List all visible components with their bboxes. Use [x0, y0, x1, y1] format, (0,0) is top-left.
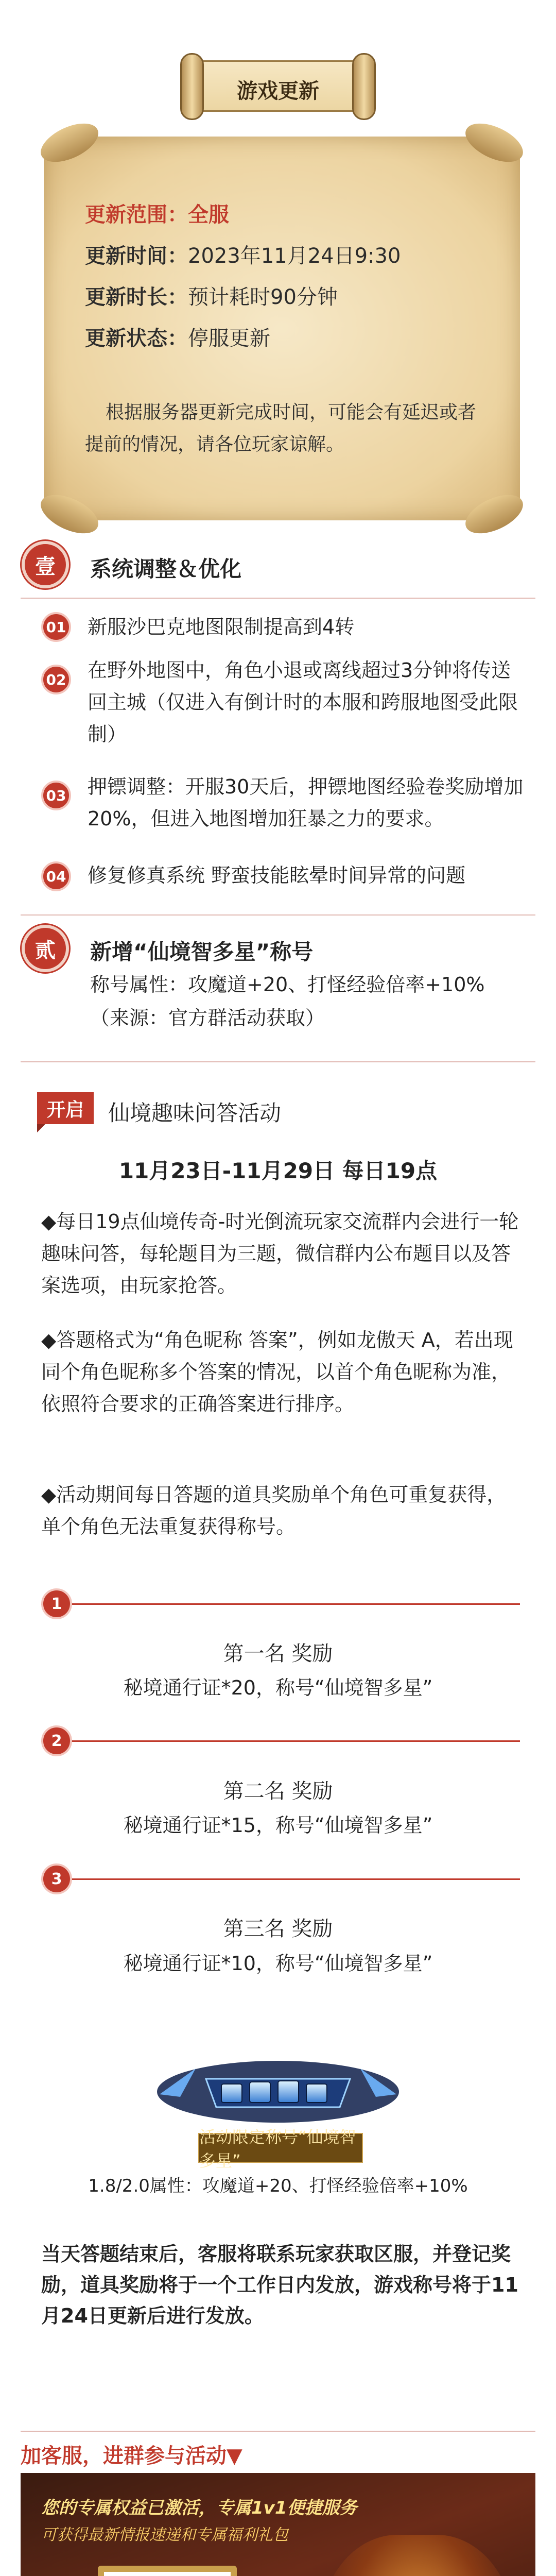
- rank-number: 2: [41, 1725, 72, 1756]
- rank-number: 3: [41, 1863, 72, 1894]
- customer-service-banner: [21, 2473, 535, 2576]
- update-time-row: [85, 240, 401, 269]
- rank-divider: [41, 1603, 520, 1605]
- title-scroll: [180, 49, 376, 124]
- update-notice: [44, 137, 520, 520]
- rank-prize: 秘境通行证*15，称号“仙境智多星”: [123, 1814, 433, 1837]
- section1-title: 系统调整＆优化: [90, 556, 242, 582]
- update-duration-key: 更新时长：: [85, 285, 188, 309]
- title-label: 活动限定称号“仙境智多星”: [198, 2133, 363, 2163]
- item-text: 新服沙巴克地图限制提高到4转: [88, 616, 355, 638]
- banner-headline: 您的专属权益已激活，专属1v1便捷服务: [41, 2498, 357, 2518]
- notice-paragraph: 根据服务器更新完成时间，可能会有延迟或者提前的情况，请各位玩家谅解。: [85, 402, 477, 455]
- update-time-key: 更新时间：: [85, 244, 188, 268]
- update-duration-row: [85, 281, 338, 310]
- update-status-value: 停服更新: [188, 327, 270, 350]
- banner-subline: 可获得最新情报速递和专属福利礼包: [41, 2526, 288, 2544]
- title-emblem-image: [149, 2048, 407, 2130]
- section-divider: [21, 598, 535, 599]
- update-range-value: 全服: [188, 203, 229, 227]
- item-number: 01: [41, 612, 71, 642]
- item-text: 修复修真系统 野蛮技能眩晕时间异常的问题: [88, 864, 466, 887]
- rank-number: 1: [41, 1588, 72, 1619]
- item-number: 03: [41, 781, 71, 810]
- event-title: 仙境趣味问答活动: [108, 1100, 282, 1126]
- section2-attr: 称号属性：攻魔道+20、打怪经验倍率+10%: [90, 973, 485, 996]
- join-group-link[interactable]: 加客服，进群参与活动▼: [21, 2444, 242, 2468]
- event-rule-1: ◆每日19点仙境传奇-时光倒流玩家交流群内会进行一轮趣味问答，每轮题目为三题，微信群内公布题目以及答案选项，由玩家抢答。: [41, 1210, 519, 1297]
- update-duration-value: 预计耗时90分钟: [188, 285, 338, 309]
- qr-code-image[interactable]: [104, 2572, 231, 2576]
- event-rule-3: ◆活动期间每日答题的道具奖励单个角色可重复获得，单个角色无法重复获得称号。: [41, 1483, 507, 1538]
- rank-divider: [41, 1740, 520, 1742]
- item-text: 押镖调整：开服30天后，押镖地图经验卷奖励增加20%，但进入地图增加狂暴之力的要求。: [88, 775, 524, 830]
- rank-title: 第一名 奖励: [223, 1642, 333, 1666]
- section-divider: [21, 1061, 535, 1062]
- section-divider: [21, 2431, 535, 2432]
- section-divider: [21, 914, 535, 916]
- item-number: 04: [41, 861, 71, 891]
- section2-source: （来源：官方群活动获取）: [90, 1007, 325, 1029]
- update-range-row: [85, 198, 229, 228]
- update-time-value: 2023年11月24日9:30: [188, 244, 401, 268]
- section2-badge: 贰: [22, 925, 69, 972]
- event-rule-2: ◆答题格式为“角色昵称 答案”，例如龙傲天 A，若出现同个角色昵称多个答案的情况，以首个角色昵称为准，依照符合要求的正确答案进行排序。: [41, 1329, 513, 1415]
- warrior-artwork: [319, 2535, 515, 2576]
- title-attributes: 1.8/2.0属性：攻魔道+20、打怪经验倍率+10%: [88, 2176, 468, 2196]
- rank-prize: 秘境通行证*10，称号“仙境智多星”: [123, 1952, 433, 1975]
- item-text: 在野外地图中，角色小退或离线超过3分钟将传送回主城（仅进入有倒计时的本服和跨服地图受此限制）: [88, 659, 518, 745]
- update-status-row: [85, 322, 270, 351]
- event-date: 11月23日-11月29日 每日19点: [118, 1158, 438, 1183]
- rank-divider: [41, 1878, 520, 1880]
- rank-title: 第三名 奖励: [223, 1917, 333, 1941]
- update-status-key: 更新状态：: [85, 327, 188, 350]
- event-closing-note: 当天答题结束后，客服将联系玩家获取区服，并登记奖励，道具奖励将于一个工作日内发放，游戏称号将于11月24日更新后进行发放。: [41, 2243, 518, 2327]
- rank-prize: 秘境通行证*20，称号“仙境智多星”: [123, 1676, 433, 1699]
- item-number: 02: [41, 665, 71, 694]
- page-title: 游戏更新: [237, 79, 319, 103]
- qr-code-frame: [98, 2566, 237, 2576]
- section1-badge: 壹: [22, 541, 69, 588]
- section2-title: 新增“仙境智多星”称号: [90, 939, 314, 964]
- event-tag: 开启: [37, 1092, 94, 1124]
- update-range-key: 更新范围：: [85, 203, 188, 227]
- rank-title: 第二名 奖励: [223, 1780, 333, 1803]
